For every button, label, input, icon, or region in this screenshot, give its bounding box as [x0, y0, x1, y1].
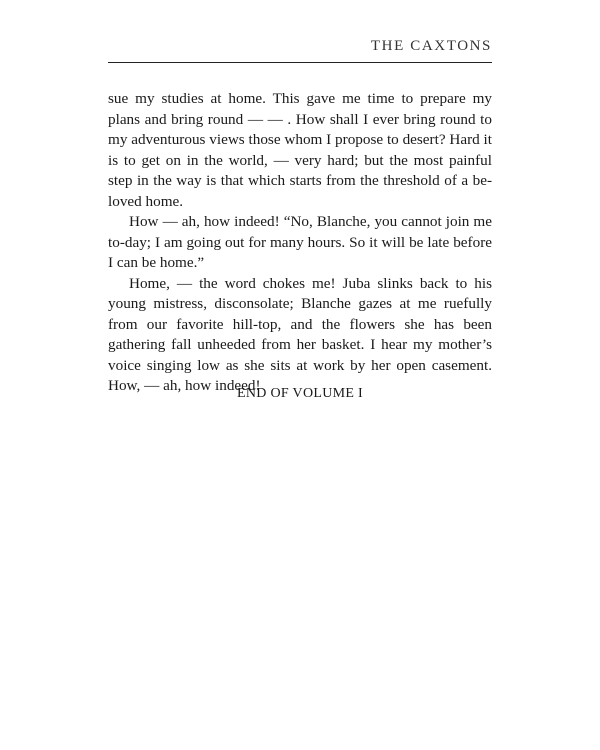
running-title: THE CAXTONS	[370, 38, 492, 54]
paragraph-3: Home, — the word chokes me! Juba slinks back to his young mistress, disconsolate; Blanche gazes at me ruefully from our favorite hill-top, and the flowers she has been gathering fall unheeded from her basket. I hear my mother’s voice singing low as she sits at work by her open casement. How, — ah, how indeed!	[108, 274, 492, 394]
header-rule	[108, 62, 492, 63]
body-text	[108, 89, 492, 397]
paragraph-2: How — ah, how indeed! “No, Blanche, you cannot join me to-day; I am going out for many hours. So it will be late before I can be home.”	[108, 213, 492, 271]
paragraph-1: sue my studies at home. This gave me time to prepare my plans and bring round — — . How shall I ever bring round to my adventurous views those whom I propose to desert? Hard it is to get on in the world, — very hard; but the most painful step in the way is that which starts from the threshold of a beloved home.	[108, 90, 492, 210]
end-of-volume-label: END OF VOLUME I	[237, 386, 363, 401]
